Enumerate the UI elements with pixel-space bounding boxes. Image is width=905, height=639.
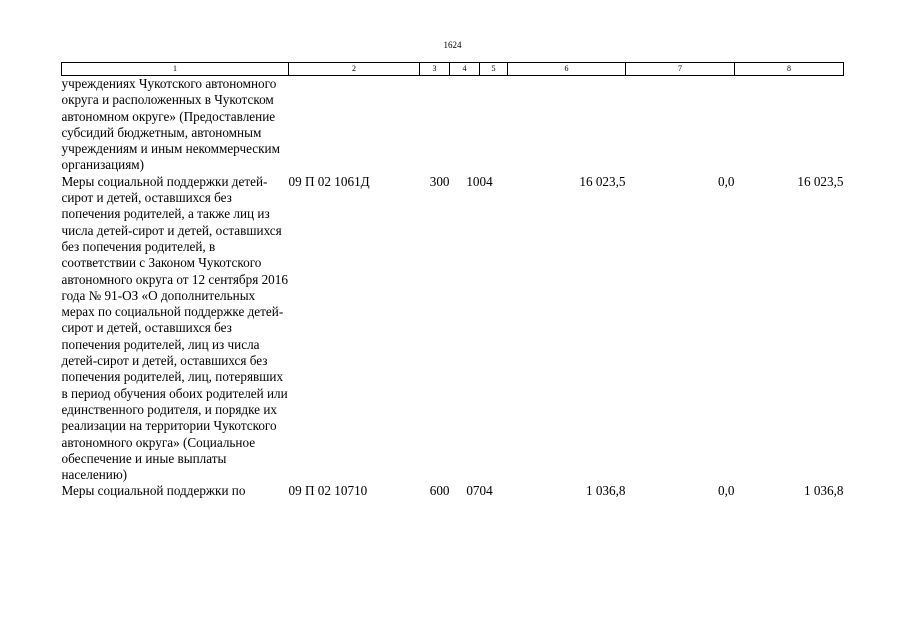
row-value-6 [508,76,626,174]
header-col-7: 7 [626,63,735,76]
header-col-3: 3 [420,63,450,76]
row-subsection: 04 [479,173,493,189]
row-name: учреждениях Чукотского автономного округа и расположенных в Чукотском автономном округе» (Предоставление субсидий бюджетным, автономным учреждениям и иным некоммерческим организациям) [61,76,280,173]
header-col-2: 2 [289,63,420,76]
table-row [62,483,844,499]
header-col-6: 6 [508,63,626,76]
table-row [62,76,844,174]
row-expense-type [420,76,450,174]
header-row [62,63,844,76]
row-name: Меры социальной поддержки детей-сирот и детей, оставшихся без попечения родителей, а также лиц из числа детей-сирот и детей, оставшихся без попечения родителей, в соответствии с Законом Чукотского автономного округа от 12 сентября 2016 года № 91-ОЗ «О дополнительных мерах по социальной поддержке детей-сирот и детей, оставшихся без попечения родителей, лиц из числа детей-сирот и детей, оставшихся без попечения родителей, лиц, потерявших в период обучения обоих родителей или единственного родителя, и порядке их реализации на территории Чукотского автономного округа» (Социальное обеспечение и иные выплаты населению) [61,173,288,483]
row-value-7: 0,0 [718,173,735,189]
row-value-7: 0,0 [718,483,735,499]
row-expense-type: 600 [429,483,450,499]
row-value-8 [735,76,844,174]
header-col-4: 4 [450,63,480,76]
row-subsection [480,76,508,174]
header-col-5: 5 [480,63,508,76]
row-subsection: 04 [479,483,493,499]
row-target-code: 09 П 02 1061Д [288,173,370,189]
table-row [62,174,844,484]
row-value-8: 1 036,8 [803,483,844,499]
row-section: 10 [466,173,480,189]
row-expense-type: 300 [429,173,450,189]
row-target-code [289,76,420,174]
page-number: 1624 [443,40,462,50]
row-value-8: 16 023,5 [797,173,844,189]
budget-table [61,62,844,500]
row-value-6: 1 036,8 [585,483,626,499]
header-col-1: 1 [62,63,289,76]
row-section [450,76,480,174]
row-target-code: 09 П 02 10710 [288,483,368,499]
row-section: 07 [466,483,480,499]
header-col-8: 8 [735,63,844,76]
row-value-7 [626,76,735,174]
row-value-6: 16 023,5 [579,173,626,189]
row-name: Меры социальной поддержки по [61,483,246,499]
